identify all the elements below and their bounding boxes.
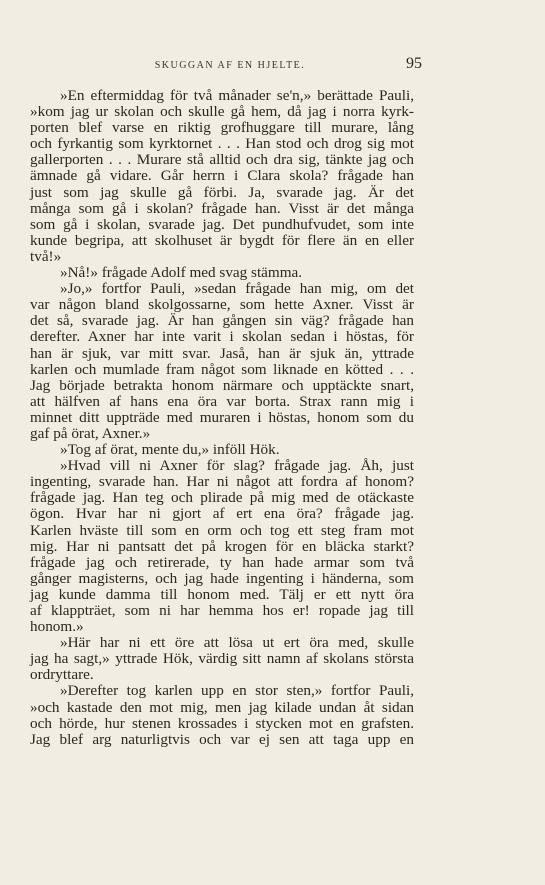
text-line: Jag började betrakta honom närmare och upptäckte snart, xyxy=(30,376,414,394)
text-line: »Tog af örat, mente du,» inföll Hök. xyxy=(60,441,280,459)
text-line: det så, svarade jag. Är han gången sin väg? frågade han xyxy=(30,312,414,330)
text-line: att hälfven af hans ena öra var borta. Strax rann mig i xyxy=(30,392,414,410)
text-line: »kom jag ur skolan och skulle gå hem, då jag i norra kyrk- xyxy=(30,103,414,121)
text-line: kunde begripa, att skolhuset är bygdt för flere än en eller xyxy=(30,231,414,249)
text-line: gånger magisterns, och jag hade ingenting i händerna, som xyxy=(30,569,414,587)
text-line: minnet ditt uppträde med muraren i höstas, honom som du xyxy=(30,408,414,426)
text-line: gaf på örat, Axner.» xyxy=(30,424,151,442)
text-line: som gå i skolan, svarade jag. Det pundhufvudet, som inte xyxy=(30,215,414,233)
text-line: gallerporten . . . Murare stå alltid och dra sig, tänkte jag och xyxy=(30,151,414,169)
text-line: af klappträet, som ni har hemma hos er! ropade jag till xyxy=(30,602,414,619)
text-line: just som jag skulle gå förbi. Ja, svarade jag. Är det xyxy=(30,183,414,201)
text-line: ögon. Hvar har ni gjort af ert ena öra? frågade jag. xyxy=(30,505,414,523)
text-line: ordryttare. xyxy=(30,666,94,684)
body-text xyxy=(30,88,414,748)
text-line: karlen och mumlade fram något som liknade en kötted . . . xyxy=(30,360,414,378)
page-number: 95 xyxy=(406,55,422,72)
text-line: »Hvad vill ni Axner för slag? frågade jag. Åh, just xyxy=(60,457,414,475)
text-line: »Här har ni ett öre att lösa ut ert öra med, skulle xyxy=(60,634,414,652)
text-line: Karlen hväste till som en orm och tog ett steg fram mot xyxy=(30,521,414,539)
text-line: han är sjuk, var mitt svar. Jaså, han är sjuk än, yttrade xyxy=(30,344,414,362)
text-line: »Nå!» frågade Adolf med svag stämma. xyxy=(60,264,303,282)
running-head: SKUGGAN AF EN HJELTE. xyxy=(154,60,306,71)
text-line: Jag blef arg naturligtvis och var ej sen att taga upp en xyxy=(30,730,414,748)
text-line: frågade jag och retirerade, ty han hade armar som två xyxy=(30,553,414,571)
text-line: och fyrkantig som kyrktornet . . . Han stod och drog sig mot xyxy=(30,135,414,153)
text-line: honom.» xyxy=(30,618,84,636)
text-line: och hörde, hur stenen krossades i stycken mot en grafsten. xyxy=(30,714,414,732)
text-line: var någon bland skolgossarne, som hette Axner. Visst är xyxy=(30,296,414,314)
text-line: ämnade gå vidare. Går herrn i Clara skola? frågade han xyxy=(30,167,414,185)
text-line: mig. Har ni pantsatt det på krogen för en bläcka starkt? xyxy=(30,537,414,555)
text-line: jag kunde damma till honom med. Tälj er ett nytt öra xyxy=(30,585,414,603)
text-line: derefter. Axner har inte varit i skolan sedan i höstas, för xyxy=(30,328,414,346)
text-line: många som gå i skolan? frågade han. Visst är det många xyxy=(30,199,414,217)
text-line: »Jo,» fortfor Pauli, »sedan frågade han mig, om det xyxy=(60,280,414,298)
text-line: »Derefter tog karlen upp en stor sten,» fortfor Pauli, xyxy=(60,682,414,700)
text-line: »En eftermiddag för två månader se'n,» berättade Pauli, xyxy=(60,87,414,104)
text-line: jag ha sagt,» yttrade Hök, värdig sitt namn af skolans största xyxy=(30,650,414,668)
text-line: »och kastade den mot mig, men jag kilade undan åt sidan xyxy=(30,698,414,716)
text-line: porten blef varse en riktig grofhuggare till murare, lång xyxy=(30,119,414,137)
text-line: ingenting, svarade han. Har ni något att fordra af honom? xyxy=(30,473,414,491)
text-line: frågade jag. Han teg och plirade på mig med de otäckaste xyxy=(30,489,414,507)
text-line: två!» xyxy=(30,247,62,265)
